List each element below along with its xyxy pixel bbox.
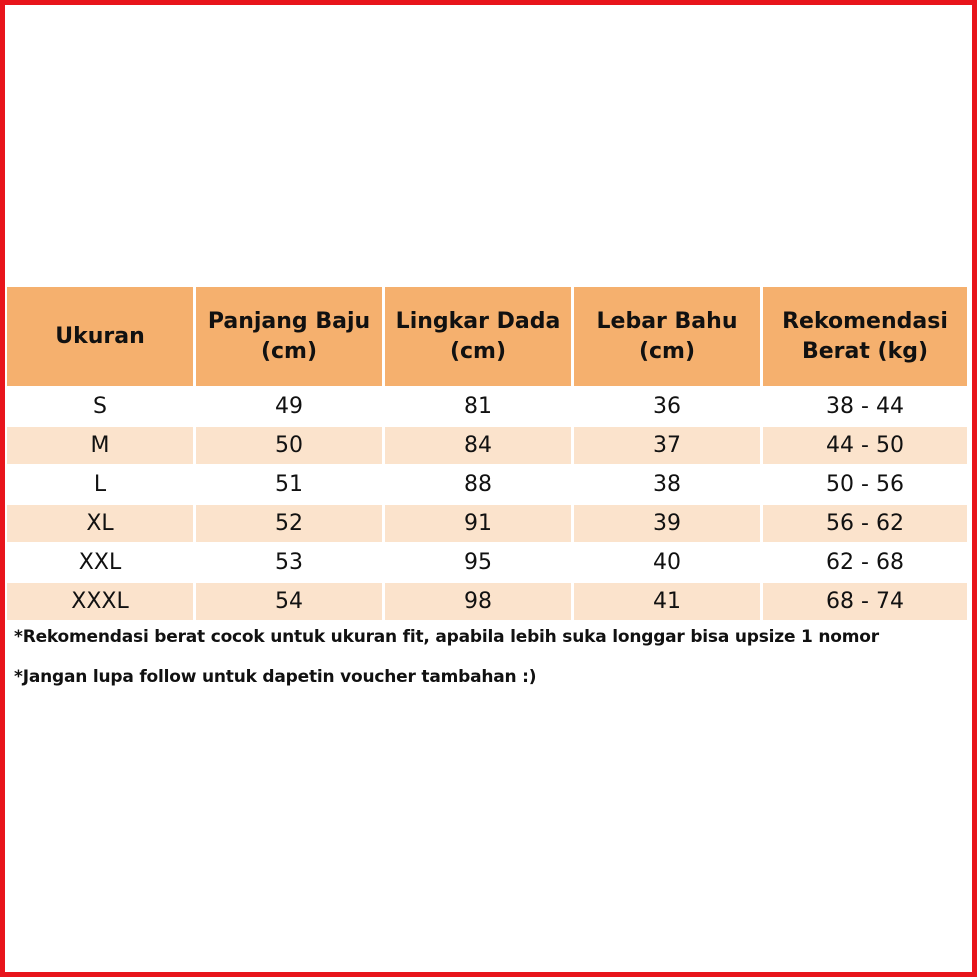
cell-lebar-bahu: 40 bbox=[574, 544, 763, 583]
cell-lingkar-dada: 81 bbox=[385, 388, 574, 427]
header-ukuran: Ukuran bbox=[7, 287, 196, 388]
cell-size: XXL bbox=[7, 544, 196, 583]
cell-size: M bbox=[7, 427, 196, 466]
cell-panjang-baju: 54 bbox=[196, 583, 385, 622]
table-row bbox=[7, 427, 967, 466]
note-upsize-recommendation: *Rekomendasi berat cocok untuk ukuran fit, apabila lebih suka longgar bisa upsize 1 nomor bbox=[14, 627, 879, 647]
cell-lingkar-dada: 91 bbox=[385, 505, 574, 544]
cell-lingkar-dada: 88 bbox=[385, 466, 574, 505]
table-row bbox=[7, 505, 967, 544]
table-row bbox=[7, 583, 967, 622]
cell-lingkar-dada: 95 bbox=[385, 544, 574, 583]
cell-rekomendasi-berat: 56 - 62 bbox=[763, 505, 967, 544]
cell-size: S bbox=[7, 388, 196, 427]
cell-panjang-baju: 52 bbox=[196, 505, 385, 544]
header-rekomendasi-berat: Rekomendasi Berat (kg) bbox=[763, 287, 967, 388]
cell-lebar-bahu: 41 bbox=[574, 583, 763, 622]
cell-panjang-baju: 50 bbox=[196, 427, 385, 466]
table-row bbox=[7, 466, 967, 505]
cell-lebar-bahu: 36 bbox=[574, 388, 763, 427]
cell-panjang-baju: 49 bbox=[196, 388, 385, 427]
cell-lebar-bahu: 38 bbox=[574, 466, 763, 505]
note-follow-voucher: *Jangan lupa follow untuk dapetin voucher tambahan :) bbox=[14, 667, 537, 687]
cell-rekomendasi-berat: 38 - 44 bbox=[763, 388, 967, 427]
cell-size: XL bbox=[7, 505, 196, 544]
table-header-row bbox=[7, 287, 967, 388]
cell-rekomendasi-berat: 68 - 74 bbox=[763, 583, 967, 622]
cell-panjang-baju: 53 bbox=[196, 544, 385, 583]
cell-panjang-baju: 51 bbox=[196, 466, 385, 505]
cell-rekomendasi-berat: 62 - 68 bbox=[763, 544, 967, 583]
cell-size: L bbox=[7, 466, 196, 505]
cell-size: XXXL bbox=[7, 583, 196, 622]
cell-lebar-bahu: 37 bbox=[574, 427, 763, 466]
cell-lebar-bahu: 39 bbox=[574, 505, 763, 544]
table-row bbox=[7, 544, 967, 583]
cell-lingkar-dada: 98 bbox=[385, 583, 574, 622]
cell-lingkar-dada: 84 bbox=[385, 427, 574, 466]
header-lingkar-dada: Lingkar Dada (cm) bbox=[385, 287, 574, 388]
header-panjang-baju: Panjang Baju (cm) bbox=[196, 287, 385, 388]
cell-rekomendasi-berat: 50 - 56 bbox=[763, 466, 967, 505]
header-lebar-bahu: Lebar Bahu (cm) bbox=[574, 287, 763, 388]
cell-rekomendasi-berat: 44 - 50 bbox=[763, 427, 967, 466]
size-chart-table bbox=[7, 287, 967, 622]
table-row bbox=[7, 388, 967, 427]
